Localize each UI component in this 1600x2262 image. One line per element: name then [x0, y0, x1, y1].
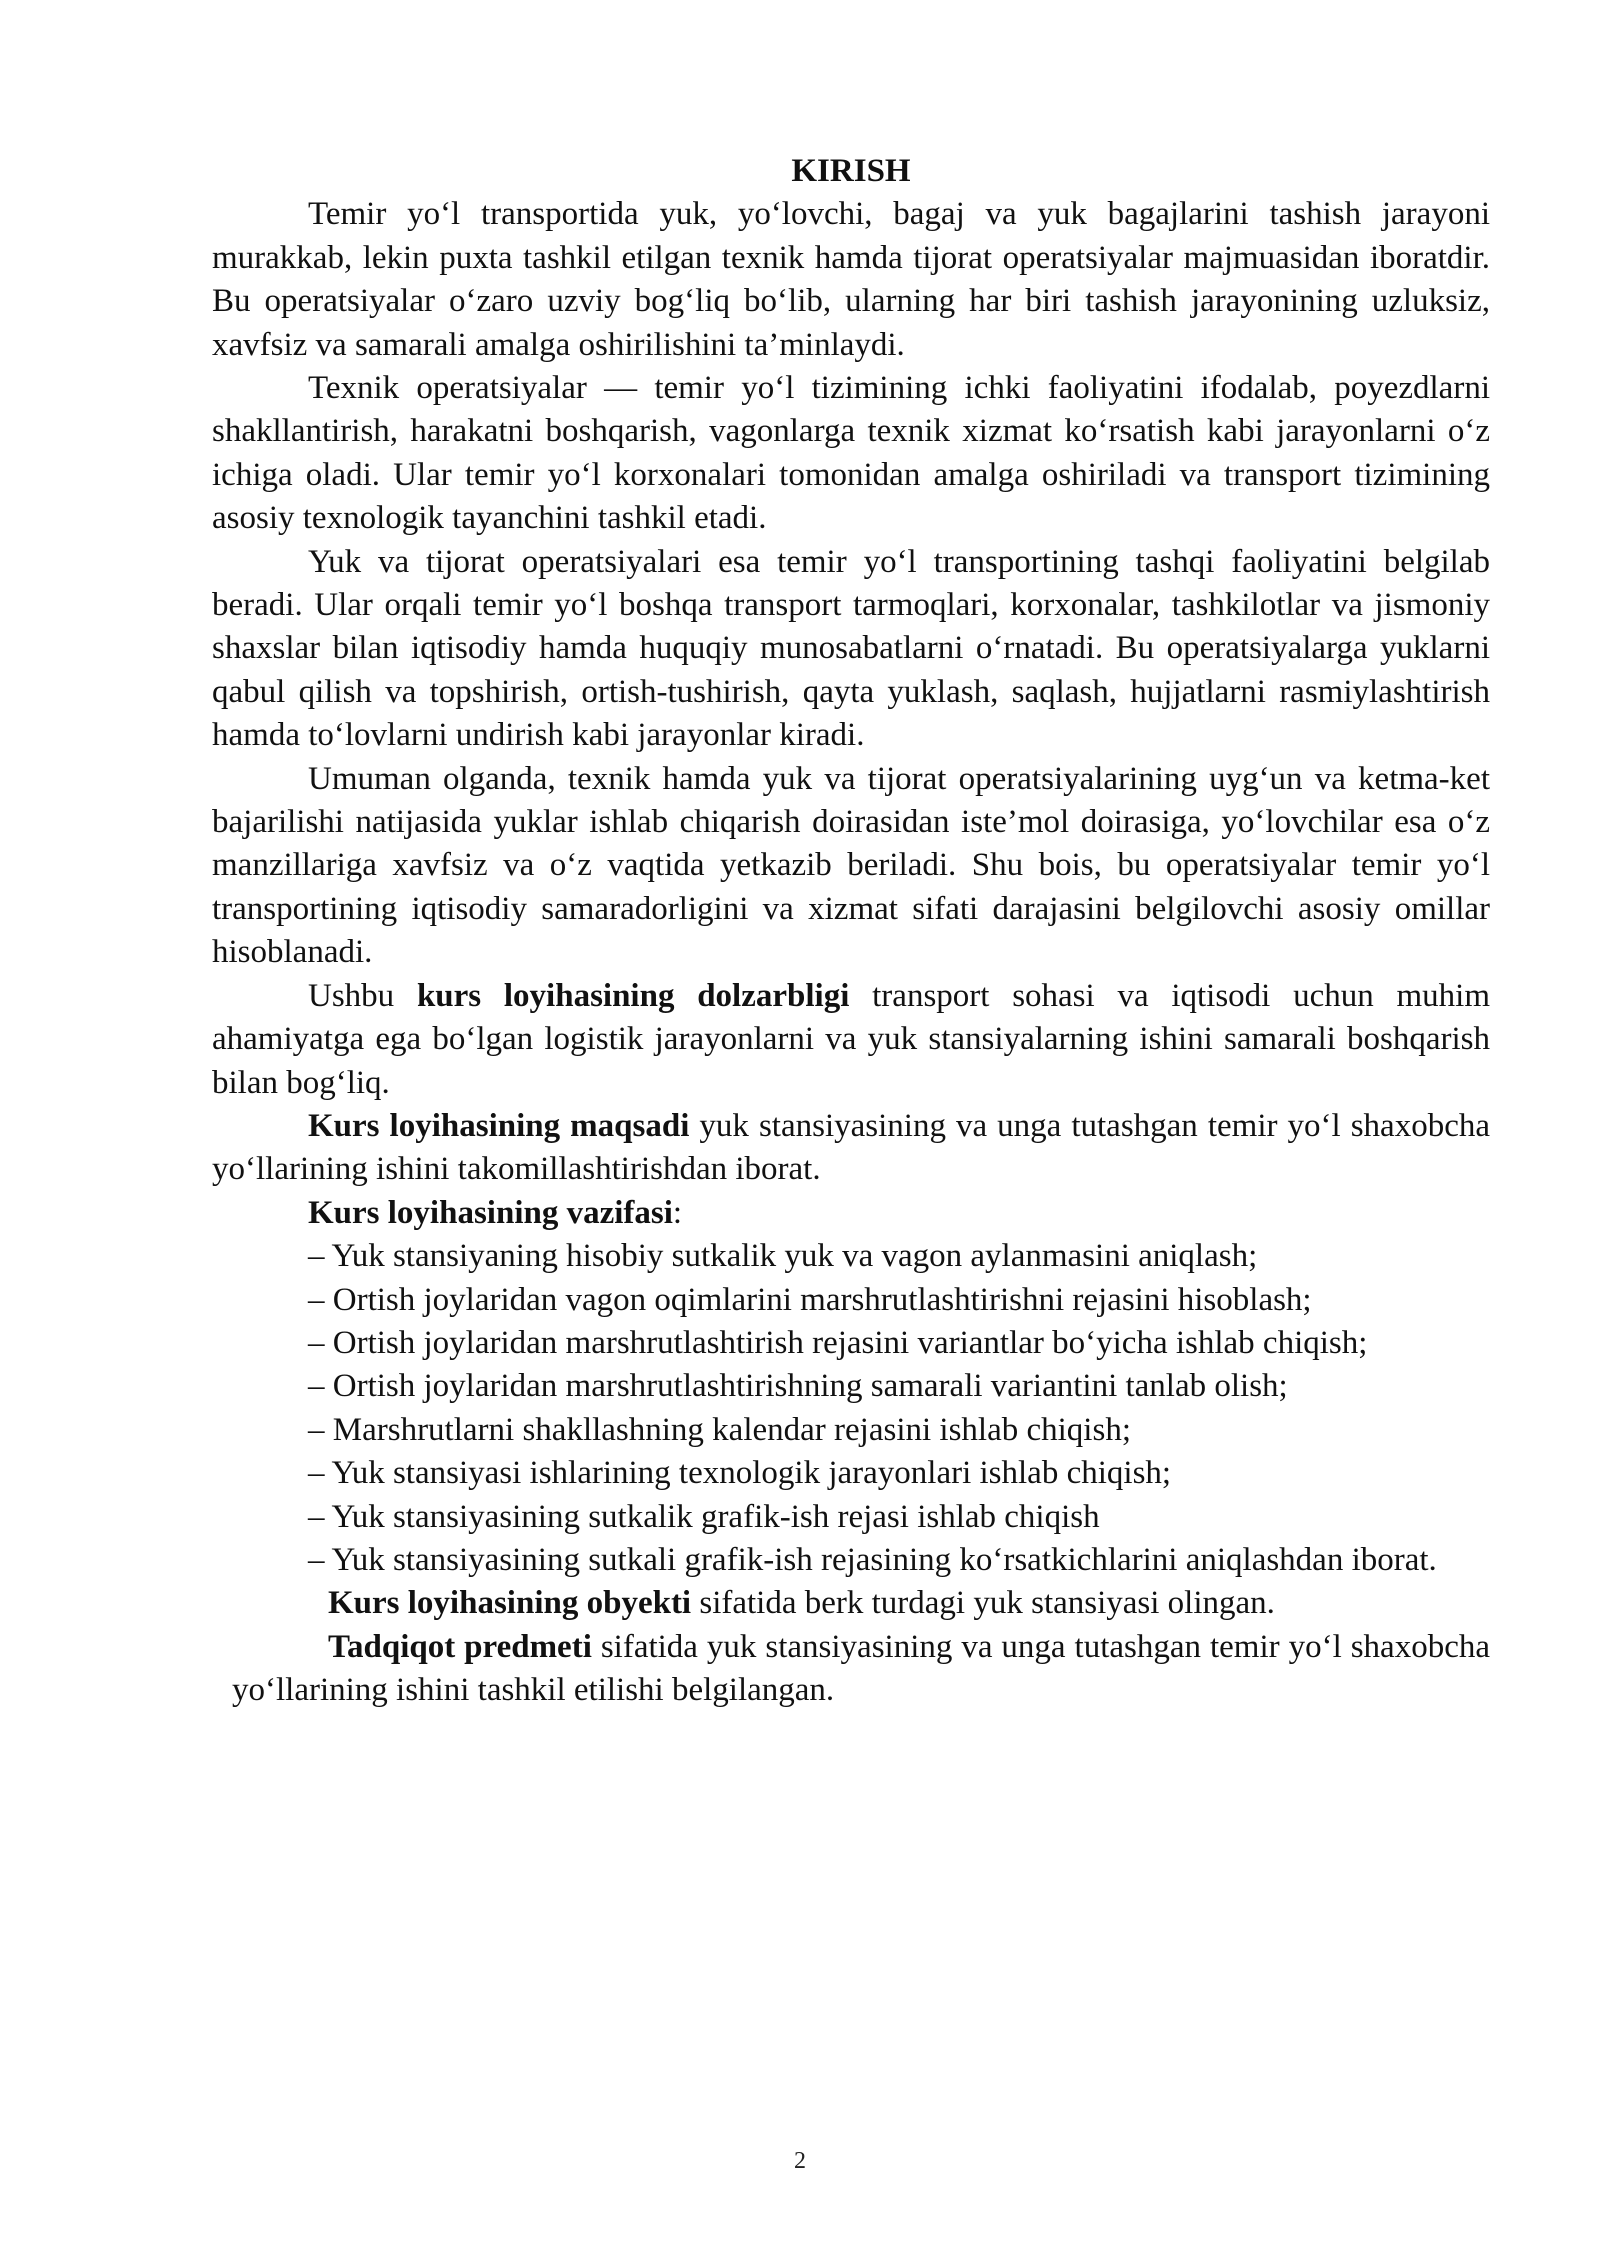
task-item: – Yuk stansiyasining sutkalik grafik-ish rejasi ishlab chiqish — [308, 1498, 1100, 1535]
task-item: – Yuk stansiyasining sutkali grafik-ish rejasining ko‘rsatkichlarini aniqlashdan iborat. — [308, 1541, 1437, 1578]
task-item: – Yuk stansiyaning hisobiy sutkalik yuk va vagon aylanmasini aniqlash; — [308, 1238, 1258, 1275]
document-title: KIRISH — [791, 153, 911, 189]
task-item: – Yuk stansiyasi ishlarining texnologik jarayonlari ishlab chiqish; — [308, 1455, 1172, 1492]
relevance-heading: kurs loyihasining dolzarbligi — [416, 977, 850, 1014]
goal-text: yuk stansiyasining va unga tutashgan temir yo‘l shaxobcha yo‘llarining ishini takomillashtirishdan iborat. — [212, 1107, 1490, 1188]
paragraph-intro: Temir yo‘l transportida yuk, yo‘lovchi, bagaj va yuk bagajlarini tashish jarayoni murakkab, lekin puxta tashkil etilgan texnik hamda tijorat operatsiyalar majmuasidan iboratdir. Bu operatsiyalar o‘zaro uzviy bog‘liq bo‘lib, ularning har biri tashish jarayonining uzluksiz, xavfsiz va samarali amalga oshirilishini ta’minlaydi. — [212, 196, 1490, 363]
paragraph-tasks-heading — [212, 1192, 1490, 1235]
paragraph-goal — [212, 1105, 1490, 1192]
paragraph-summary: Umuman olganda, texnik hamda yuk va tijorat operatsiyalarining uyg‘un va ketma-ket bajarilishi natijasida yuklar ishlab chiqarish doirasidan iste’mol doirasiga, yo‘lovchilar esa o‘z manzillariga xavfsiz va o‘z vaqtida yetkazib beriladi. Shu bois, bu operatsiyalar temir yo‘l transportining iqtisodiy samaradorligini va xizmat sifati darajasini belgilovchi asosiy omillar hisoblanadi. — [212, 760, 1490, 971]
object-heading: Kurs loyihasining obyekti — [328, 1585, 692, 1622]
relevance-text: transport sohasi va iqtisodi uchun muhim ahamiyatga ega bo‘lgan logistik jarayonlarni va yuk stansiyalarning ishini samarali boshqarish bilan bog‘liq. — [212, 977, 1491, 1101]
task-item: – Ortish joylaridan marshrutlashtirish rejasini variantlar bo‘yicha ishlab chiqish; — [308, 1324, 1368, 1361]
goal-heading: Kurs loyihasining maqsadi — [308, 1107, 690, 1144]
task-item: – Ortish joylaridan vagon oqimlarini marshrutlashtirishni rejasini hisoblash; — [308, 1281, 1312, 1318]
paragraph-relevance — [212, 975, 1490, 1105]
paragraph-technical-operations: Texnik operatsiyalar — temir yo‘l tizimining ichki faoliyatini ifodalab, poyezdlarni shakllantirish, harakatni boshqarish, vagonlarga texnik xizmat ko‘rsatish kabi jarayonlarni o‘z ichiga oladi. Ular temir yo‘l korxonalari tomonidan amalga oshiriladi va transport tizimining asosiy texnologik tayanchini tashkil etadi. — [212, 370, 1490, 537]
paragraph-subject — [212, 1626, 1490, 1713]
document-page — [212, 150, 1490, 1713]
tasks-heading: Kurs loyihasining vazifasi — [308, 1194, 673, 1231]
task-item: – Marshrutlarni shakllashning kalendar rejasini ishlab chiqish; — [308, 1411, 1131, 1448]
task-item: – Ortish joylaridan marshrutlashtirishning samarali variantini tanlab olish; — [308, 1368, 1288, 1405]
relevance-prefix: Ushbu — [308, 977, 417, 1014]
tasks-colon: : — [672, 1194, 683, 1231]
subject-heading: Tadqiqot predmeti — [328, 1628, 592, 1665]
paragraph-commercial-operations: Yuk va tijorat operatsiyalari esa temir yo‘l transportining tashqi faoliyatini belgilab beradi. Ular orqali temir yo‘l boshqa transport tarmoqlari, korxonalar, tashkilotlar va jismoniy shaxslar bilan iqtisodiy hamda huquqiy munosabatlarni o‘rnatadi. Bu operatsiyalarga yuklarni qabul qilish va topshirish, ortish-tushirish, qayta yuklash, saqlash, hujjatlarni rasmiylashtirish hamda to‘lovlarni undirish kabi jarayonlar kiradi. — [212, 543, 1490, 754]
paragraph-object — [212, 1582, 1490, 1625]
tasks-list — [212, 1235, 1490, 1582]
subject-text: sifatida yuk stansiyasining va unga tutashgan temir yo‘l shaxobcha yo‘llarining ishini tashkil etilishi belgilangan. — [232, 1628, 1490, 1709]
object-text: sifatida berk turdagi yuk stansiyasi olingan. — [691, 1585, 1275, 1622]
page-number: 2 — [794, 2148, 806, 2174]
